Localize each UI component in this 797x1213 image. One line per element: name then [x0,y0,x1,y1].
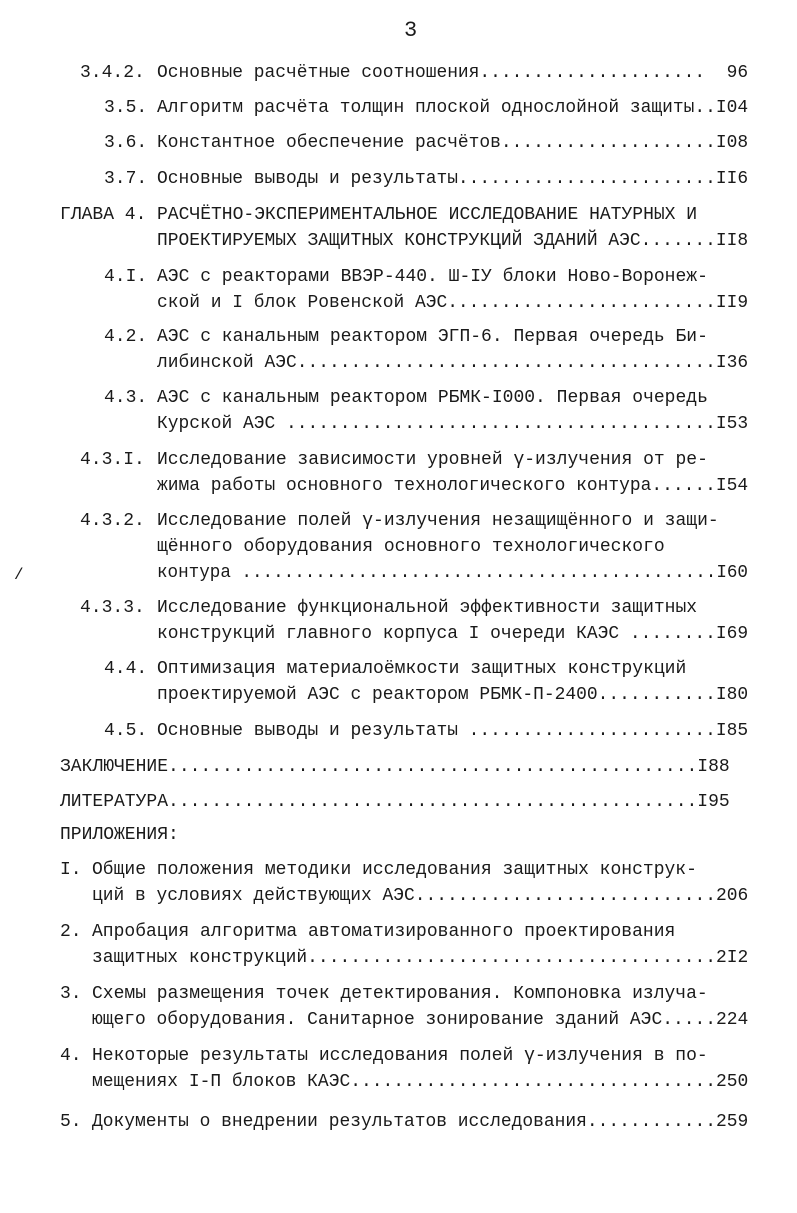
entry-number: 4. [60,1046,82,1066]
entry-number: 3.6. [104,133,148,153]
entry-line: контура .............................................I60 [157,563,748,583]
entry-line: ЗАКЛЮЧЕНИЕ.................................................I88 [60,757,730,777]
entry-number: 4.2. [104,327,148,347]
entry-line: Схемы размещения точек детектирования. Компоновка излуча- [92,984,708,1004]
entry-line: либинской АЭС.......................................I36 [157,353,749,373]
entry-line: Исследование полей γ-излучения незащищённого и защи- [157,511,719,531]
entry-number: 4.3.2. [80,511,145,531]
entry-line: мещениях I-П блоков КАЭС..................................250 [92,1072,749,1092]
entry-line: Некоторые результаты исследования полей γ-излучения в по- [92,1046,708,1066]
entry-line: ПРИЛОЖЕНИЯ: [60,825,179,845]
entry-number: 5. [60,1112,82,1132]
entry-line: Исследование зависимости уровней γ-излучения от ре- [157,450,708,470]
entry-number: ГЛАВА 4. [60,205,147,225]
entry-line: Константное обеспечение расчётов....................I08 [157,133,749,153]
entry-number: 3.7. [104,169,148,189]
entry-number: 3.5. [104,98,148,118]
toc-appendix-5 [60,1109,749,1213]
entry-number: 2. [60,922,82,942]
entry-line: Оптимизация материалоёмкости защитных конструкций [157,659,687,679]
entry-line: Основные выводы и результаты .......................I85 [157,721,749,741]
entry-line: Апробация алгоритма автоматизированного проектирования [92,922,676,942]
entry-number: I. [60,860,82,880]
entry-line: Курской АЭС ........................................I53 [157,414,749,434]
entry-line: АЭС с реакторами ВВЭР-440. Ш-IУ блоки Ново-Воронеж- [157,267,708,287]
entry-line: Основные расчётные соотношения..................... 96 [157,63,749,83]
entry-line: Документы о внедрении результатов исследования............259 [92,1112,749,1132]
entry-line: РАСЧЁТНО-ЭКСПЕРИМЕНТАЛЬНОЕ ИССЛЕДОВАНИЕ НАТУРНЫХ И [157,205,698,225]
entry-number: 4.3. [104,388,148,408]
entry-line: Алгоритм расчёта толщин плоской однослойной защиты..I04 [157,98,749,118]
stray-mark: / [14,566,24,584]
entry-line: конструкций главного корпуса I очереди КАЭС ........I69 [157,624,749,644]
entry-line: ющего оборудования. Санитарное зонирование зданий АЭС.....224 [92,1010,749,1030]
entry-line: ций в условиях действующих АЭС............................206 [92,886,749,906]
entry-line: проектируемой АЭС с реактором РБМК-П-2400...........I80 [157,685,749,705]
entry-number: 4.4. [104,659,148,679]
entry-line: ПРОЕКТИРУЕМЫХ ЗАЩИТНЫХ КОНСТРУКЦИЙ ЗДАНИЙ АЭС.......II8 [157,231,749,251]
entry-line: Общие положения методики исследования защитных конструк- [92,860,697,880]
entry-number: 3. [60,984,82,1004]
entry-number: 4.5. [104,721,148,741]
entry-number: 4.I. [104,267,148,287]
entry-number: 4.3.I. [80,450,145,470]
entry-number: 4.3.3. [80,598,145,618]
entry-line: Основные выводы и результаты........................II6 [157,169,749,189]
entry-line: Исследование функциональной эффективности защитных [157,598,698,618]
entry-line: жима работы основного технологического контура......I54 [157,476,749,496]
entry-line: ской и I блок Ровенской АЭС.........................II9 [157,293,749,313]
entry-line: АЭС с канальным реактором РБМК-I000. Первая очередь [157,388,708,408]
entry-line: АЭС с канальным реактором ЭГП-6. Первая очередь Би- [157,327,708,347]
entry-number: 3.4.2. [80,63,145,83]
entry-line: щённого оборудования основного технологического [157,537,665,557]
entry-line: ЛИТЕРАТУРА.................................................I95 [60,792,730,812]
page-number: 3 [404,18,418,43]
entry-line: защитных конструкций......................................2I2 [92,948,749,968]
